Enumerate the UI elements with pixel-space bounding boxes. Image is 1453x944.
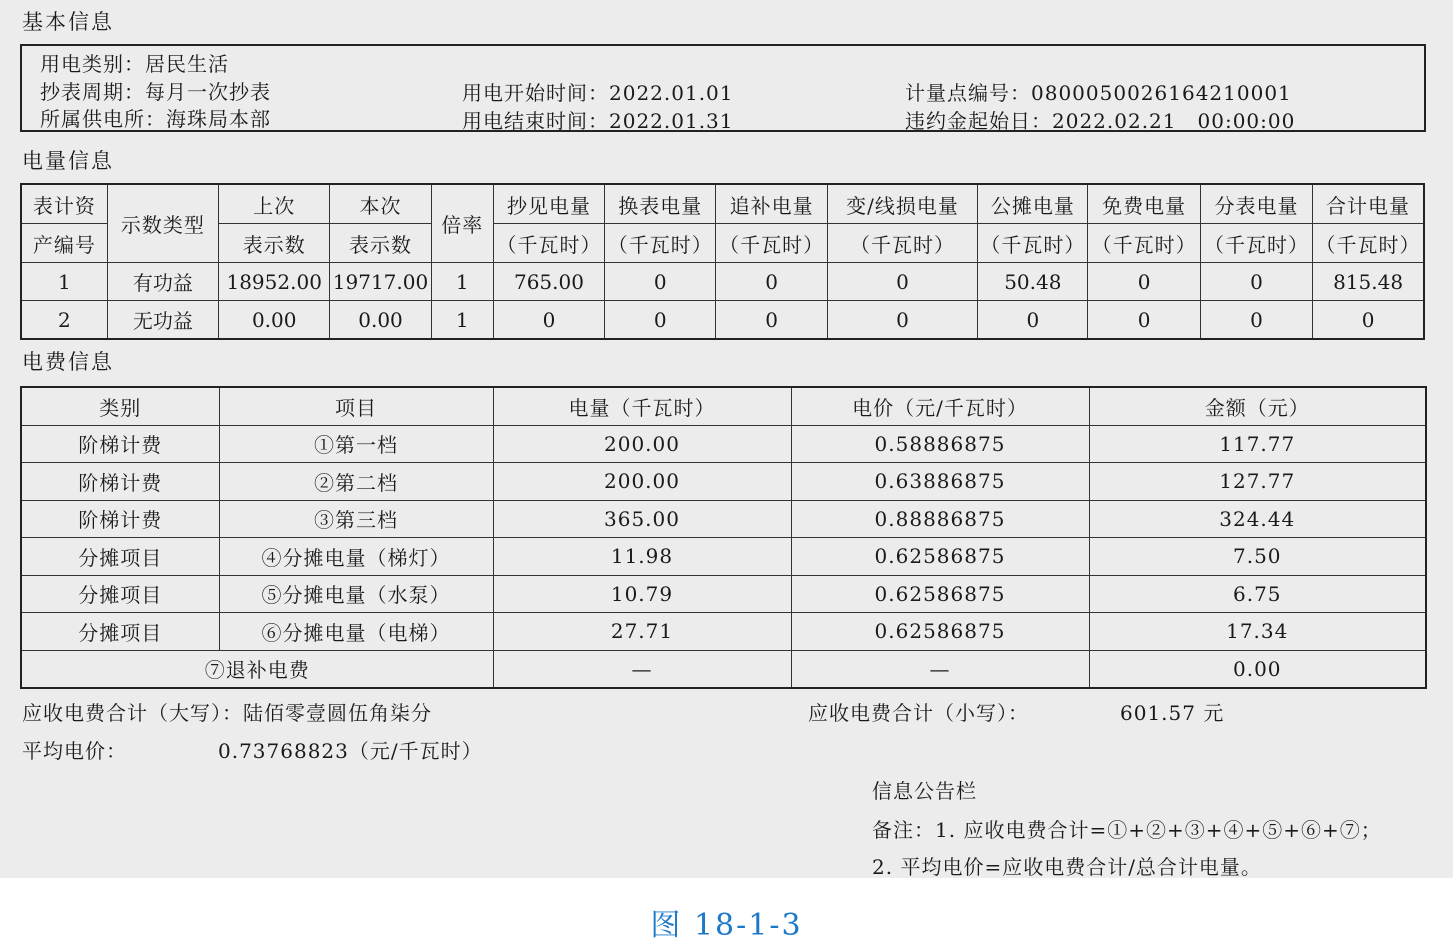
table-cell: 0.88886875 <box>791 500 1089 538</box>
section-title-basic: 基本信息 <box>22 10 114 34</box>
table-cell: ②第二档 <box>219 463 493 501</box>
table-row <box>21 463 1426 501</box>
table-cell: 1 <box>21 263 107 301</box>
header-category: 类别 <box>21 387 219 425</box>
header-unit: （千瓦时） <box>493 224 604 263</box>
header-asset-no: 表计资 <box>21 184 107 224</box>
average-price-label: 平均电价： <box>22 739 127 763</box>
table-cell: — <box>791 650 1089 688</box>
table-cell: 0.00 <box>219 301 330 340</box>
table-cell: 0 <box>716 301 827 340</box>
table-cell: ⑤分摊电量（水泵） <box>219 575 493 613</box>
header-unit: （千瓦时） <box>605 224 716 263</box>
table-cell: 0 <box>605 301 716 340</box>
table-cell: 0 <box>1088 301 1200 340</box>
table-cell: 0 <box>716 263 827 301</box>
header-shared-energy: 公摊电量 <box>978 184 1088 224</box>
header-replace-energy: 换表电量 <box>605 184 716 224</box>
table-cell: 有功益 <box>107 263 218 301</box>
section-title-fee: 电费信息 <box>22 350 114 374</box>
section-title-energy: 电量信息 <box>22 149 114 173</box>
header-loss-energy: 变/线损电量 <box>827 184 977 224</box>
table-cell: 19717.00 <box>330 263 431 301</box>
total-fee-lowercase-value: 601.57 元 <box>1120 701 1225 725</box>
bulletin-note-1: 备注：1. 应收电费合计=①+②+③+④+⑤+⑥+⑦； <box>872 818 1382 842</box>
table-cell: 0 <box>1200 301 1312 340</box>
table-cell: 6.75 <box>1089 575 1426 613</box>
bulletin-title: 信息公告栏 <box>872 779 977 803</box>
table-cell: 200.00 <box>493 463 791 501</box>
table-cell: 2 <box>21 301 107 340</box>
table-cell: 11.98 <box>493 538 791 576</box>
table-cell: 7.50 <box>1089 538 1426 576</box>
table-cell: 27.71 <box>493 613 791 651</box>
header-unit: （千瓦时） <box>1088 224 1200 263</box>
header-asset-no-2: 产编号 <box>21 224 107 263</box>
header-supplement-energy: 追补电量 <box>716 184 827 224</box>
table-cell: 无功益 <box>107 301 218 340</box>
header-item: 项目 <box>219 387 493 425</box>
table-cell: 50.48 <box>978 263 1088 301</box>
table-cell: 1 <box>431 263 493 301</box>
table-cell: ①第一档 <box>219 425 493 463</box>
table-row <box>21 538 1426 576</box>
table-cell: 阶梯计费 <box>21 463 219 501</box>
table-cell: 18952.00 <box>219 263 330 301</box>
table-cell: 10.79 <box>493 575 791 613</box>
table-cell: 0 <box>827 301 977 340</box>
penalty-start-date: 违约金起始日：2022.02.21 00:00:00 <box>905 109 1296 133</box>
table-row <box>21 263 1424 301</box>
header-total-energy: 合计电量 <box>1313 184 1424 224</box>
header-unit: （千瓦时） <box>978 224 1088 263</box>
table-cell: 0.62586875 <box>791 538 1089 576</box>
table-cell: ③第三档 <box>219 500 493 538</box>
table-cell: 0.00 <box>330 301 431 340</box>
table-cell: 0.58886875 <box>791 425 1089 463</box>
header-free-energy: 免费电量 <box>1088 184 1200 224</box>
average-price-value: 0.73768823（元/千瓦时） <box>218 739 483 763</box>
header-amount: 金额（元） <box>1089 387 1426 425</box>
start-time: 用电开始时间：2022.01.01 <box>462 81 734 105</box>
header-prev-reading-2: 表示数 <box>219 224 330 263</box>
table-cell: 0.00 <box>1089 650 1426 688</box>
header-curr-reading: 本次 <box>330 184 431 224</box>
table-cell: 阶梯计费 <box>21 425 219 463</box>
figure-caption: 图 18-1-3 <box>650 908 803 943</box>
table-cell: — <box>493 650 791 688</box>
table-cell: 200.00 <box>493 425 791 463</box>
table-row <box>21 301 1424 340</box>
table-row <box>21 425 1426 463</box>
table-row-refund <box>21 650 1426 688</box>
table-cell: 1 <box>431 301 493 340</box>
table-cell: 0 <box>1313 301 1424 340</box>
table-cell: 765.00 <box>493 263 604 301</box>
table-cell: 分摊项目 <box>21 613 219 651</box>
table-cell: 0 <box>1088 263 1200 301</box>
table-cell: 0.63886875 <box>791 463 1089 501</box>
table-cell: 127.77 <box>1089 463 1426 501</box>
bulletin-note-2: 2. 平均电价=应收电费合计/总合计电量。 <box>872 855 1262 879</box>
table-cell: 17.34 <box>1089 613 1426 651</box>
header-read-energy: 抄见电量 <box>493 184 604 224</box>
table-cell: 365.00 <box>493 500 791 538</box>
table-cell: 分摊项目 <box>21 538 219 576</box>
refund-label: ⑦退补电费 <box>21 650 493 688</box>
energy-table <box>20 183 1425 340</box>
header-prev-reading: 上次 <box>219 184 330 224</box>
header-unit: （千瓦时） <box>827 224 977 263</box>
read-cycle: 抄表周期：每月一次抄表 <box>40 80 271 104</box>
table-cell: 0 <box>827 263 977 301</box>
table-row <box>21 500 1426 538</box>
header-energy: 电量（千瓦时） <box>493 387 791 425</box>
table-cell: ⑥分摊电量（电梯） <box>219 613 493 651</box>
total-fee-lowercase-label: 应收电费合计（小写）： <box>808 701 1029 725</box>
table-cell: 0.62586875 <box>791 575 1089 613</box>
supply-office: 所属供电所：海珠局本部 <box>40 107 271 131</box>
table-cell: 0 <box>493 301 604 340</box>
fee-table <box>20 386 1427 689</box>
header-curr-reading-2: 表示数 <box>330 224 431 263</box>
header-unit: （千瓦时） <box>1313 224 1424 263</box>
table-cell: 0 <box>1200 263 1312 301</box>
header-submeter-energy: 分表电量 <box>1200 184 1312 224</box>
meter-point-number: 计量点编号：0800050026164210001 <box>905 81 1292 105</box>
header-unit: （千瓦时） <box>716 224 827 263</box>
table-row <box>21 613 1426 651</box>
header-multiplier: 倍率 <box>431 184 493 263</box>
header-reading-type: 示数类型 <box>107 184 218 263</box>
table-cell: 324.44 <box>1089 500 1426 538</box>
header-unit: （千瓦时） <box>1200 224 1312 263</box>
table-cell: 815.48 <box>1313 263 1424 301</box>
table-cell: 0.62586875 <box>791 613 1089 651</box>
table-cell: 117.77 <box>1089 425 1426 463</box>
table-row <box>21 575 1426 613</box>
header-price: 电价（元/千瓦时） <box>791 387 1089 425</box>
total-fee-uppercase: 应收电费合计（大写）：陆佰零壹圆伍角柒分 <box>22 701 432 725</box>
table-cell: 0 <box>605 263 716 301</box>
end-time: 用电结束时间：2022.01.31 <box>462 109 734 133</box>
table-cell: 0 <box>978 301 1088 340</box>
table-cell: 分摊项目 <box>21 575 219 613</box>
usage-type: 用电类别：居民生活 <box>40 52 229 76</box>
table-cell: ④分摊电量（梯灯） <box>219 538 493 576</box>
table-cell: 阶梯计费 <box>21 500 219 538</box>
